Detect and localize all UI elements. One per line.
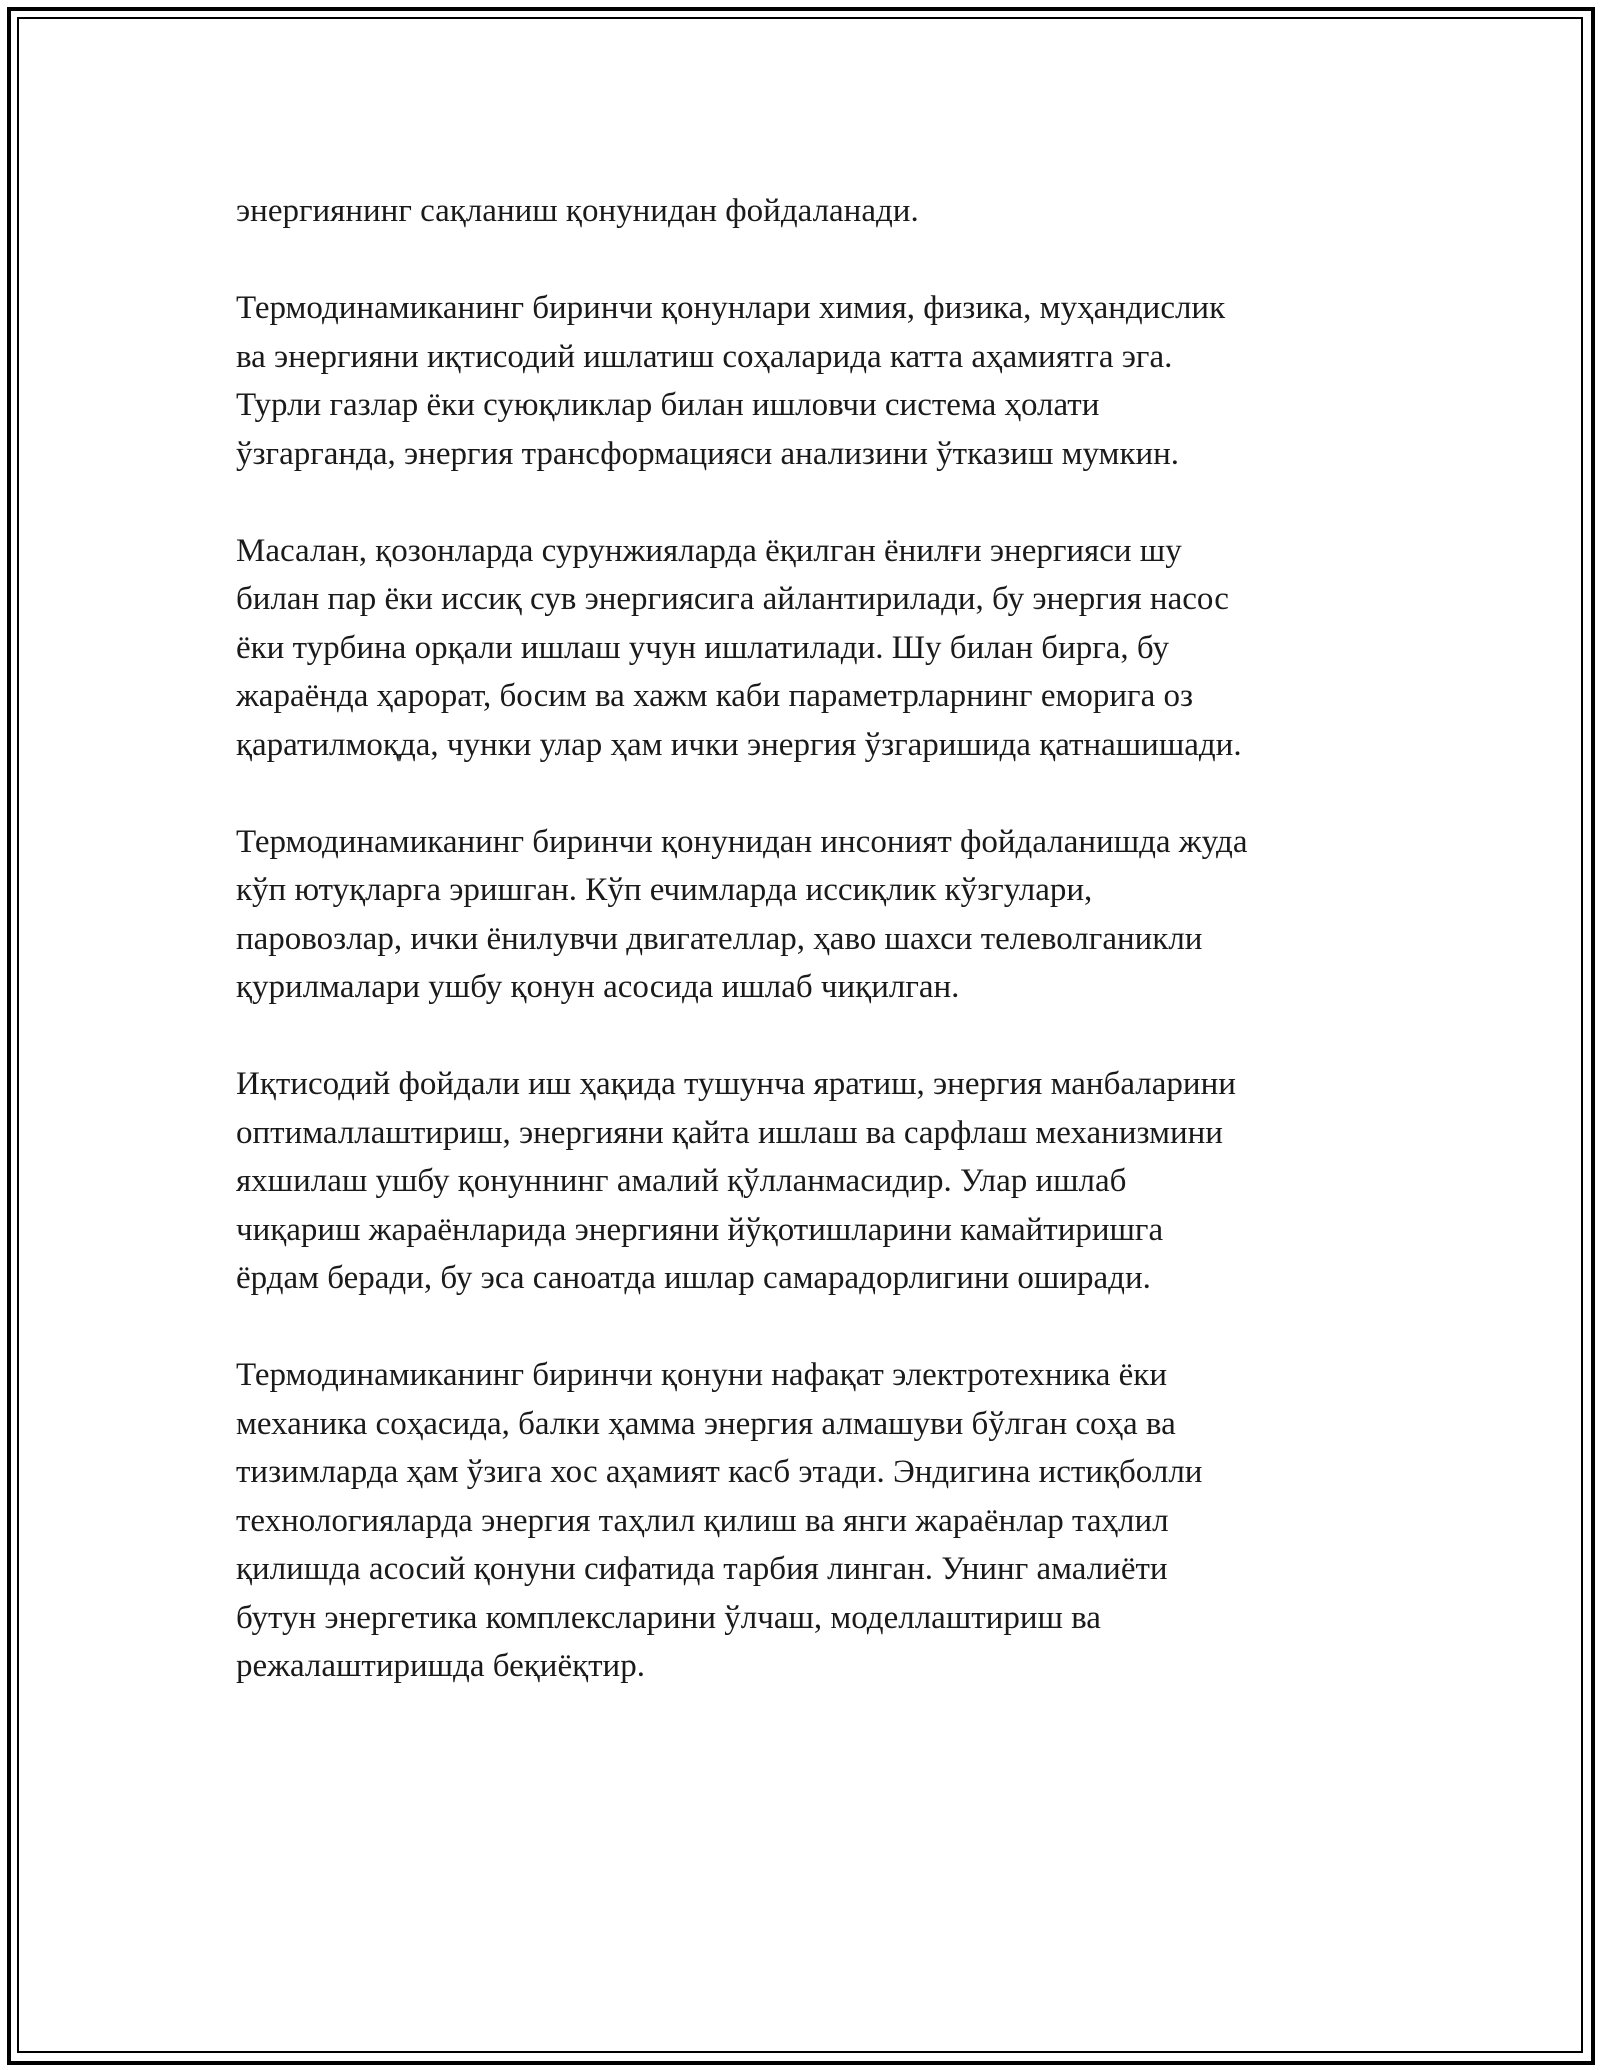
document-body xyxy=(236,187,1376,1691)
paragraph-2: Термодинамиканинг биринчи қонунлари химия, физика, муҳандислик ва энергияни иқтисодий ишлатиш соҳаларида катта аҳамиятга эга. Турли газлар ёки суюқликлар билан ишловчи система ҳолати ўзгарганда, энергия трансформацияси анализини ўтказиш мумкин. xyxy=(236,290,1226,472)
paragraph-5: Иқтисодий фойдали иш ҳақида тушунча яратиш, энергия манбаларини оптималлаштириш, энергияни қайта ишлаш ва сарфлаш механизмини яхшилаш ушбу қонуннинг амалий қўлланмасидир. Улар ишлаб чиқариш жараёнларида энергияни йўқотишларини камайтиришга ёрдам беради, бу эса саноатда ишлар самарадорлигини оширади. xyxy=(236,1066,1236,1296)
paragraph-4: Термодинамиканинг биринчи қонунидан инсоният фойдаланишда жуда кўп ютуқларга эришган. Кўп ечимларда иссиқлик кўзгулари, паровозлар, ички ёнилувчи двигателлар, ҳаво шахси телеволганикли қурилмалари ушбу қонун асосида ишлаб чиқилган. xyxy=(236,823,1248,1005)
paragraph-1: энергиянинг сақланиш қонунидан фойдаланади. xyxy=(236,193,919,229)
paragraph-3: Масалан, қозонларда сурунжияларда ёқилган ёнилғи энергияси шу билан пар ёки иссиқ сув энергиясига айлантирилади, бу энергия насос ёки турбина орқали ишлаш учун ишлатилади. Шу билан бирга, бу жараёнда ҳарорат, босим ва хажм каби параметрларнинг еморига оз қаратилмоқда, чунки улар ҳам ички энергия ўзгаришида қатнашишади. xyxy=(236,532,1242,763)
paragraph-6: Термодинамиканинг биринчи қонуни нафақат электротехника ёки механика соҳасида, балки ҳамма энергия алмашуви бўлган соҳа ва тизимларда ҳам ўзига хос аҳамият касб этади. Эндигина истиқболли технологияларда энергия таҳлил қилиш ва янги жараёнлар таҳлил қилишда асосий қонуни сифатида тарбия линган. Унинг амалиёти бутун энергетика комплексларини ўлчаш, моделлаштириш ва режалаштиришда беқиёқтир. xyxy=(236,1357,1203,1684)
